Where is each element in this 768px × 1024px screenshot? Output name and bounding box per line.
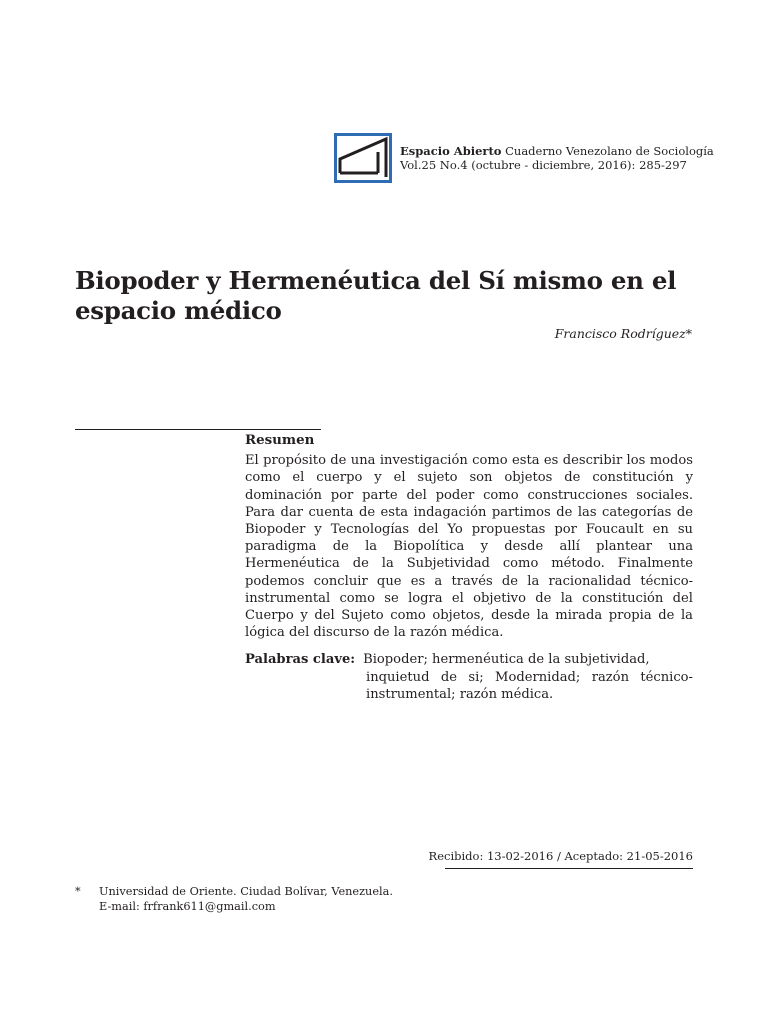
- received-accepted-dates: Recibido: 13-02-2016 / Aceptado: 21-05-2016: [428, 849, 693, 863]
- keywords: [245, 651, 693, 668]
- article-author: Francisco Rodríguez*: [554, 326, 692, 341]
- divider: [75, 429, 321, 430]
- article-title: Biopoder y Hermenéutica del Sí mismo en el espacio médico: [75, 266, 677, 325]
- keywords-label: Palabras clave:: [245, 652, 356, 668]
- divider: [445, 868, 693, 869]
- journal-issue: Vol.25 No.4 (octubre - diciembre, 2016): 285-297: [400, 158, 687, 172]
- journal-subtitle: Cuaderno Venezolano de Sociología: [505, 144, 714, 158]
- keywords-continued: inquietud de si; Modernidad; razón técnico-instrumental; razón médica.: [366, 669, 693, 702]
- journal-logo: [334, 133, 392, 183]
- footnote-affiliation: Universidad de Oriente. Ciudad Bolívar, Venezuela.: [99, 885, 393, 898]
- abstract-heading: Resumen: [245, 432, 315, 448]
- journal-name: Espacio Abierto: [400, 144, 502, 158]
- keywords-line-1: Biopoder; hermenéutica de la subjetividad,: [363, 652, 650, 668]
- journal-header: [400, 144, 714, 172]
- abstract-section: [245, 432, 693, 703]
- footnote-email[interactable]: E-mail: frfrank611@gmail.com: [99, 900, 276, 913]
- footnote: [75, 884, 393, 914]
- abstract-text: El propósito de una investigación como esta es describir los modos como el cuerpo y el sujeto son objetos de constitución y dominación por parte del poder como construcciones sociales. Para dar cuenta de esta indagación partimos de las categorías de Biopoder y Tecnologías del Yo propuestas por Foucault en su paradigma de la Biopolítica y desde allí plantear una Hermenéutica de la Subjetividad como método. Finalmente podemos concluir que es a través de la racionalidad técnico-instrumental como se logra el objetivo de la constitución del Cuerpo y del Sujeto como objetos, desde la mirada propia de la lógica del discurso de la razón médica.: [245, 453, 693, 641]
- footnote-mark: *: [75, 885, 81, 898]
